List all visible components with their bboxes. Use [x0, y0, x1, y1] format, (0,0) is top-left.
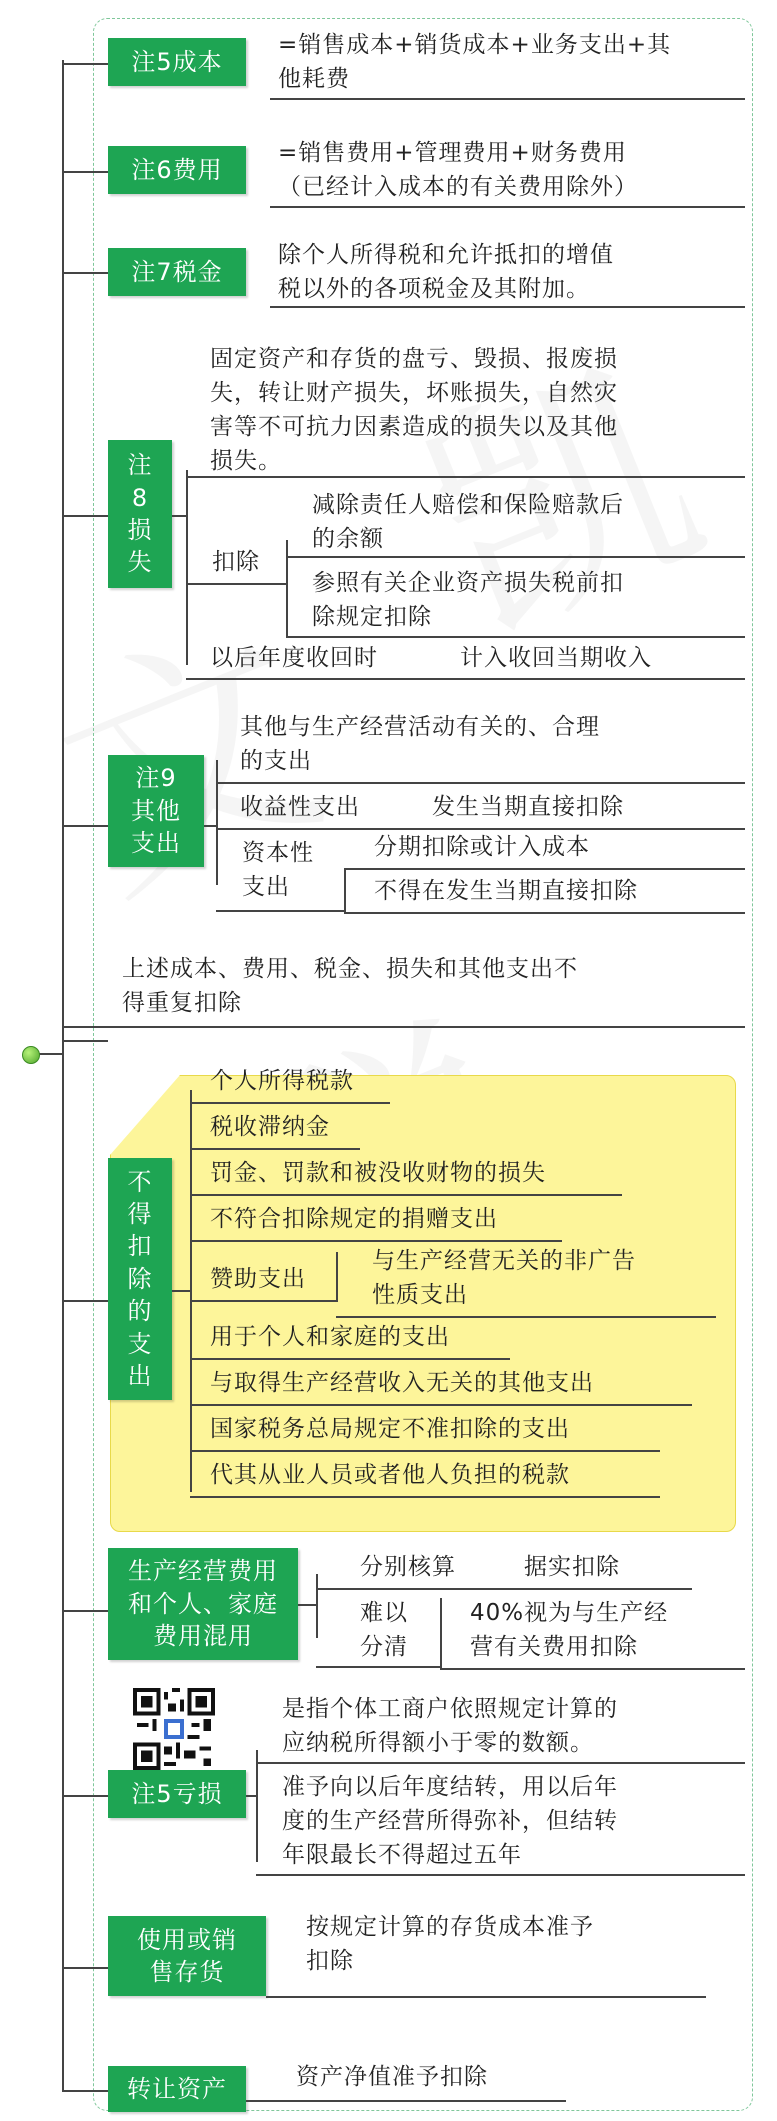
branch-line: [62, 1300, 108, 1302]
mixed-expense-tag[interactable]: 生产经营费用 和个人、家庭 费用混用: [108, 1548, 298, 1660]
branch-line: [336, 1252, 338, 1302]
underline: [190, 1496, 660, 1498]
mixed-hard-label: 难以 分清: [360, 1600, 408, 1660]
note9-other-text: 其他与生产经营活动有关的、合理 的支出: [240, 714, 600, 774]
qr-code-icon[interactable]: [133, 1688, 215, 1770]
branch-line: [316, 1574, 318, 1638]
nondeductible-item: 与取得生产经营收入无关的其他支出: [210, 1370, 594, 1396]
note9-other-tag[interactable]: 注9 其他 支出: [108, 755, 204, 867]
branch-line: [62, 171, 108, 173]
note9-capital-1: 分期扣除或计入成本: [374, 834, 590, 860]
mixed-separate-label: 分别核算: [360, 1554, 456, 1580]
branch-line: [62, 2090, 108, 2092]
underline: [270, 306, 745, 308]
branch-line: [172, 1290, 192, 1292]
note9-capital-2: 不得在发生当期直接扣除: [374, 878, 638, 904]
underline: [186, 678, 745, 680]
underline: [336, 1316, 716, 1318]
note5-cost-tag[interactable]: 注5成本: [108, 38, 246, 86]
underline: [270, 206, 745, 208]
branch-line: [62, 63, 108, 65]
note8-loss-tag[interactable]: 注 8 损 失: [108, 440, 172, 588]
note6-expense-text: =销售费用+管理费用+财务费用 （已经计入成本的有关费用除外）: [278, 140, 638, 200]
sponsor-label: 赞助支出: [210, 1266, 306, 1292]
underline: [190, 1148, 360, 1150]
note5-loss-tag[interactable]: 注5亏损: [108, 1770, 246, 1818]
note7-tax-text: 除个人所得税和允许抵扣的增值 税以外的各项税金及其附加。: [278, 242, 614, 302]
nondeductible-item: 个人所得税款: [210, 1068, 354, 1094]
branch-line: [204, 825, 218, 827]
underline: [256, 1874, 745, 1876]
underline: [190, 1240, 562, 1242]
underline: [256, 1762, 745, 1764]
branch-line: [62, 515, 108, 517]
sponsor-text: 与生产经营无关的非广告 性质支出: [372, 1248, 636, 1308]
inventory-text: 按规定计算的存货成本准予 扣除: [306, 1914, 594, 1974]
transfer-asset-tag[interactable]: 转让资产: [108, 2066, 246, 2112]
loss-text-2: 准予向以后年度结转，用以后年 度的生产经营所得弥补，但结转 年限最长不得超过五年: [282, 1774, 618, 1868]
underline: [190, 1450, 660, 1452]
note8-recover-text: 计入收回当期收入: [460, 645, 652, 671]
branch-line: [256, 1750, 258, 1862]
branch-line: [246, 1795, 258, 1797]
transfer-asset-text: 资产净值准予扣除: [296, 2064, 488, 2090]
underline: [316, 1666, 440, 1668]
nondeductible-tag[interactable]: 不 得 扣 除 的 支 出: [108, 1158, 172, 1400]
note8-deduct-label: 扣除: [212, 549, 260, 575]
branch-line: [62, 825, 108, 827]
underline: [286, 556, 745, 558]
main-branch-line: [62, 60, 64, 2092]
note8-deduct-2: 参照有关企业资产损失税前扣 除规定扣除: [312, 570, 624, 630]
nondeductible-item: 用于个人和家庭的支出: [210, 1324, 450, 1350]
underline: [190, 1194, 622, 1196]
nondeductible-item: 不符合扣除规定的捐赠支出: [210, 1206, 498, 1232]
note7-tax-tag[interactable]: 注7税金: [108, 248, 246, 296]
underline: [216, 782, 745, 784]
mixed-separate-text: 据实扣除: [524, 1554, 620, 1580]
mixed-hard-text: 40%视为与生产经 营有关费用扣除: [470, 1600, 669, 1660]
inventory-tag[interactable]: 使用或销 售存货: [108, 1916, 266, 1996]
underline: [186, 476, 745, 478]
nondeductible-item: 罚金、罚款和被没收财物的损失: [210, 1160, 546, 1186]
note5-cost-text: =销售成本+销货成本+业务支出+其 他耗费: [278, 32, 672, 92]
underline: [190, 1300, 336, 1302]
nondeductible-item: 国家税务总局规定不准扣除的支出: [210, 1416, 570, 1442]
note9-revenue-text: 发生当期直接扣除: [432, 794, 624, 820]
branch-line: [186, 470, 188, 665]
underline: [62, 1026, 745, 1028]
underline: [190, 1358, 510, 1360]
underline: [316, 1588, 692, 1590]
underline: [270, 98, 745, 100]
branch-line: [440, 1598, 442, 1668]
branch-line: [62, 1795, 108, 1797]
underline: [190, 1404, 692, 1406]
nondeductible-item: 代其从业人员或者他人负担的税款: [210, 1462, 570, 1488]
note8-recover-label: 以后年度收回时: [210, 645, 378, 671]
underline: [266, 1996, 706, 1998]
underline: [286, 636, 745, 638]
branch-line: [62, 1610, 108, 1612]
branch-line: [62, 272, 108, 274]
branch-line: [216, 760, 218, 885]
note8-deduct-1: 减除责任人赔偿和保险赔款后 的余额: [312, 492, 624, 552]
loss-text-1: 是指个体工商户依照规定计算的 应纳税所得额小于零的数额。: [282, 1696, 618, 1756]
note9-revenue-label: 收益性支出: [240, 794, 360, 820]
branch-line: [298, 1604, 318, 1606]
root-connector: [38, 1053, 64, 1055]
branch-line: [286, 540, 288, 638]
no-repeat-text: 上述成本、费用、税金、损失和其他支出不 得重复扣除: [122, 956, 578, 1016]
branch-line: [172, 515, 188, 517]
underline: [190, 1102, 390, 1104]
apple-icon[interactable]: [22, 1046, 40, 1064]
branch-line: [62, 1967, 108, 1969]
underline: [344, 868, 745, 870]
underline: [216, 910, 344, 912]
underline: [186, 583, 286, 585]
underline: [246, 2100, 566, 2102]
nondeductible-item: 税收滞纳金: [210, 1114, 330, 1140]
underline: [440, 1668, 745, 1670]
underline: [344, 912, 745, 914]
branch-line: [344, 868, 346, 912]
note8-loss-text: 固定资产和存货的盘亏、毁损、报废损 失，转让财产损失，坏账损失，自然灾 害等不可抗力因素造成的损失以及其他 损失。: [210, 346, 618, 474]
note6-expense-tag[interactable]: 注6费用: [108, 146, 246, 194]
branch-line: [62, 1040, 108, 1042]
note9-capital-label: 资本性 支出: [242, 840, 314, 900]
